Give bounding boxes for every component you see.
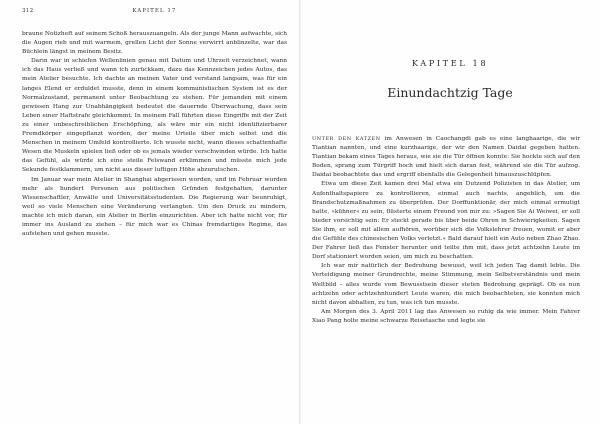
paragraph: Etwa um diese Zeit kamen drei Mal etwa ein Dutzend Polizisten in das Atelier, um Aufenthaltspapiere zu kontrollieren, einmal auch nachts, angeblich, um die Brandschutzmaßnahmen zu überprüfen. Der Dorffunktionär, der mich einmal ermutigt hatte, »kühner« zu sein, flüsterte einem Freund von mir zu: »Sagen Sie Ai Weiwei, er soll bieder vorsichtig sein: Er steckt gerade bis über beide Ohren in Schwierigkeiten. Sagen Sie ihm, er soll mit allem aufhören, worüber sich die Volkslehrer freuen, womit er aber die Gefühle des chinesischen Volks verletzt.« Bald darauf hielt ein Auto neben Zhao Zhao. Der Fahrer ließ das Fenster herunter und teilte ihm mit, dass jetzt achtzehn Leute im Dorf stationiert worden seien, um mich zu beschatten. — [312, 181, 580, 261]
running-title: KAPITEL 17 — [132, 8, 177, 14]
paragraph: Im Januar war mein Atelier in Shanghai abgerissen worden, und im Februar wurden mehr als hundert Personen aus politischen Gründen festgehalten, darunter Wissenschaftler, Anwälte und Universitätsstudenten. Die Regierung war beunruhigt, weil so viele Menschen eine Veränderung verlangten. Um den Druck zu mindern, machte ich mich daran, ein Atelier in Berlin einzurichten. Aber ich hatte nicht vor, für immer ins Ausland zu ziehen – für mich war es Chinas fremdartiges Regime, das aufstehen und gehen musste. — [22, 176, 287, 238]
paragraph: Darin war in schiefen Wellenlinien genau mit Datum und Uhrzeit verzeichnet, wann ich das Haus verließ und wann ich zurückkam, dazu das Kennzeichen jedes Autos, das mein Atelier besuchte. Ich dachte an meinen Vater und verstand langsam, was für ein langes Elend er erduldet musste, denn in einem kommunistischen System ist es der Normalzustand, permanent unter Beobachtung zu stehen. Für jemanden mit einem gewissen Hang zur Unabhängigkeit bedeutet die dauernde Überwachung, dass sein Leben einer Haftstrafe gleichkommt. In meinem Fall führten diese Eingriffe mit der Zeit zu einer unbeschreiblichen Erschöpfung, als wäre mir ein nicht identifizierbarer Fremdkörper eingepflanzt worden, der meine Urteile über mich selbst und die Menschen in meinem Umfeld kontrollierte. Ich wusste nicht, wann dieses schattenhafte Wesen die Muskeln spielen ließ oder ob es jemals wieder verschwinden würde. Ich hatte das Gefühl, als würde ich eine steile Felswand erklimmen und müsste mich jede Sekunde festklammern, um nicht aus dieser luftigen Höhe abzurutschen. — [22, 58, 287, 174]
right-body-text — [312, 135, 580, 326]
left-body-text — [22, 30, 287, 239]
paragraph — [312, 135, 580, 180]
paragraph-text: im Anwesen in Caochangdi gab es eine langhaarige, die wir Tiantian nannten, und eine kurzhaarige, der wir den Namen Daidai gegeben hatten. Tiantian bekam eines Tages heraus, wie sie die Tür öffnen konnte: Sie hockte sich auf den Boden, sprang zum Türgriff hoch und hielt sich daran fest, während sie die Tür aufzog. Daidai beobachtete das und ergriff ebenfalls die Gelegenheit hinauszuschlüpfen. — [312, 136, 581, 179]
paragraph: Ich war mir natürlich der Bedrohung bewusst, weil ich jeden Tag damit lebte. Die Verteidigung meiner Grundrechte, meine Stimmung, mein Selbstverständnis und mein Weltbild – alles wurde vom Bewusstsein dieser steten Bedrohung geprägt. Ob es nun achtzehn oder achtzehnhundert Leute waren, die mich beobachteten, sie konnten mich nicht davon abhalten, zu tun, was ich tun musste. — [312, 263, 580, 306]
paragraph: Am Morgen des 3. April 2011 lag das Anwesen so ruhig da wie immer. Mein Fahrer Xiao Pang holte meine schwarze Reisetasche und legte sie — [312, 308, 580, 324]
right-page — [300, 0, 600, 424]
chapter-label: KAPITEL 18 — [411, 58, 489, 68]
page-number: 312 — [22, 8, 34, 14]
chapter-title: Einundachtzig Tage — [387, 85, 513, 100]
opening-smallcaps: UNTER DEN KATZEN — [312, 136, 381, 142]
paragraph: braune Notizheft auf seinem Schoß herauszuangeln. Als der junge Mann aufwachte, sich die Augen rieb und mit warmem, grellen Licht der Sonne verwirrt anblinzelte, war das Büchlein längst in meinem Besitz. — [22, 31, 287, 56]
